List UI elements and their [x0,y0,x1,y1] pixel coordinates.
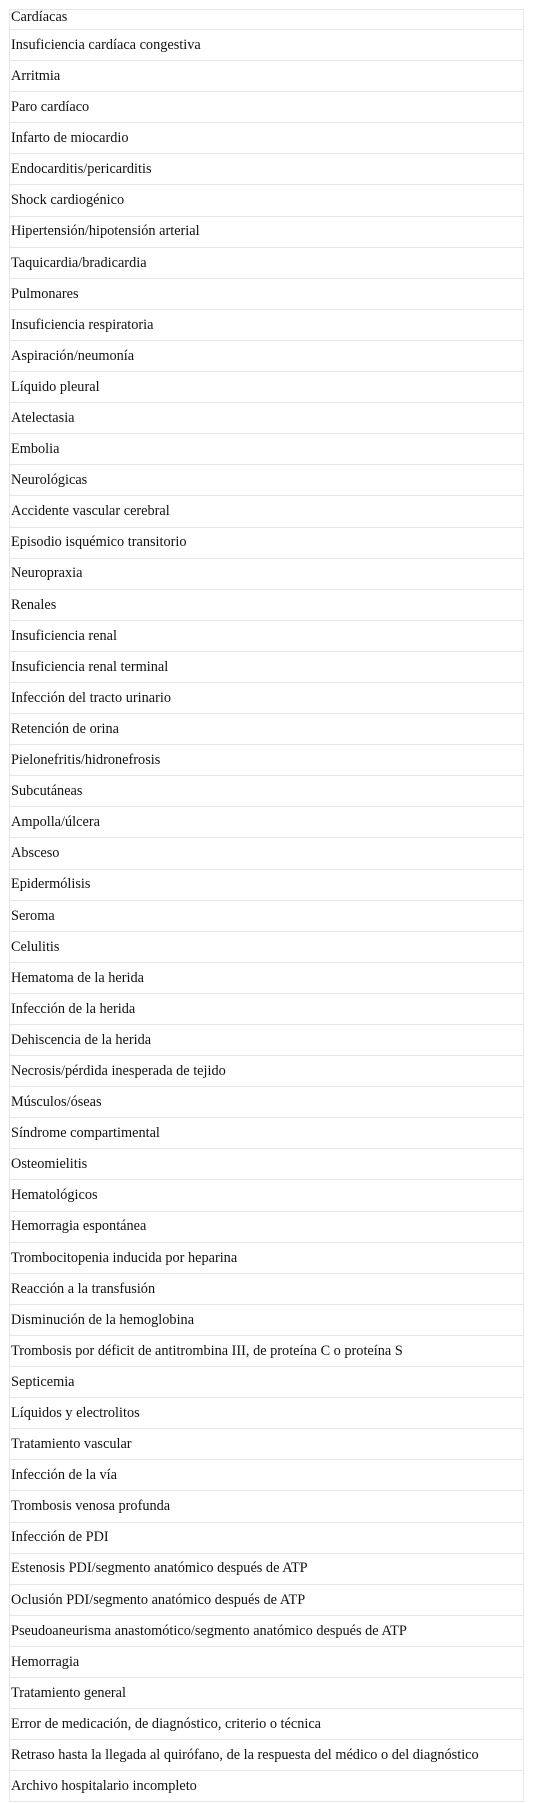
table-cell: Atelectasia [10,403,524,434]
table-cell: Síndrome compartimental [10,1118,524,1149]
table-cell: Hemorragia [10,1646,524,1677]
table-row [10,1740,524,1771]
table-cell: Pseudoaneurisma anastomótico/segmento anatómico después de ATP [10,1615,524,1646]
table-row [10,434,524,465]
table-cell: Osteomielitis [10,1149,524,1180]
table-cell: Subcutáneas [10,776,524,807]
table-row [10,1304,524,1335]
table-row [10,372,524,403]
table-row [10,1242,524,1273]
table-cell: Músculos/óseas [10,1087,524,1118]
table-row [10,745,524,776]
table-cell: Episodio isquémico transitorio [10,527,524,558]
table-cell: Insuficiencia cardíaca congestiva [10,30,524,61]
table-cell: Paro cardíaco [10,92,524,123]
table-row [10,61,524,92]
table-cell: Retraso hasta la llegada al quirófano, de la respuesta del médico o del diagnóstico [10,1740,524,1771]
table-cell: Trombocitopenia inducida por heparina [10,1242,524,1273]
table-cell: Líquidos y electrolitos [10,1398,524,1429]
table-row [10,1522,524,1553]
table-cell: Tratamiento vascular [10,1429,524,1460]
table-row [10,403,524,434]
table-cell: Insuficiencia respiratoria [10,309,524,340]
table-row [10,962,524,993]
table-row [10,1056,524,1087]
table-row [10,496,524,527]
table-row [10,1118,524,1149]
table-cell: Cardíacas [10,10,524,30]
table-cell: Trombosis por déficit de antitrombina III, de proteína C o proteína S [10,1335,524,1366]
table-row [10,1335,524,1366]
table-cell: Tratamiento general [10,1677,524,1708]
table-cell: Insuficiencia renal [10,620,524,651]
table-row [10,92,524,123]
table-row [10,1709,524,1740]
table-row [10,1398,524,1429]
table-row [10,1460,524,1491]
table-row [10,1615,524,1646]
table-cell: Shock cardiogénico [10,185,524,216]
table-cell: Disminución de la hemoglobina [10,1304,524,1335]
complications-table [9,9,524,1802]
table-cell: Hematoma de la herida [10,962,524,993]
table-cell: Endocarditis/pericarditis [10,154,524,185]
table-cell: Seroma [10,900,524,931]
table-row [10,1273,524,1304]
table-cell: Celulitis [10,931,524,962]
table-cell: Trombosis venosa profunda [10,1491,524,1522]
table-row [10,900,524,931]
table-row [10,776,524,807]
table-cell: Arritmia [10,61,524,92]
table-row [10,1180,524,1211]
table-row [10,1771,524,1802]
table-cell: Estenosis PDI/segmento anatómico después de ATP [10,1553,524,1584]
table-row [10,1211,524,1242]
table-cell: Pielonefritis/hidronefrosis [10,745,524,776]
table-row [10,869,524,900]
table-row [10,558,524,589]
table-row [10,589,524,620]
table-cell: Accidente vascular cerebral [10,496,524,527]
table-cell: Absceso [10,838,524,869]
table-row [10,807,524,838]
table-cell: Oclusión PDI/segmento anatómico después de ATP [10,1584,524,1615]
table-cell: Infección del tracto urinario [10,682,524,713]
complications-table-body [10,10,524,1802]
table-cell: Líquido pleural [10,372,524,403]
table-row [10,30,524,61]
table-row [10,278,524,309]
table-row [10,123,524,154]
table-row [10,993,524,1024]
table-cell: Reacción a la transfusión [10,1273,524,1304]
table-cell: Pulmonares [10,278,524,309]
table-cell: Septicemia [10,1367,524,1398]
table-row [10,1553,524,1584]
table-row [10,931,524,962]
table-cell: Ampolla/úlcera [10,807,524,838]
table-row [10,154,524,185]
table-cell: Dehiscencia de la herida [10,1025,524,1056]
table-row [10,1149,524,1180]
table-row [10,1677,524,1708]
table-cell: Retención de orina [10,714,524,745]
table-cell: Epidermólisis [10,869,524,900]
table-cell: Archivo hospitalario incompleto [10,1771,524,1802]
table-cell: Insuficiencia renal terminal [10,651,524,682]
table-cell: Infección de la vía [10,1460,524,1491]
table-row [10,340,524,371]
table-cell: Necrosis/pérdida inesperada de tejido [10,1056,524,1087]
table-row [10,1584,524,1615]
table-cell: Aspiración/neumonía [10,340,524,371]
table-cell: Infección de la herida [10,993,524,1024]
table-row [10,838,524,869]
table-cell: Taquicardia/bradicardia [10,247,524,278]
table-row [10,1087,524,1118]
table-row [10,1429,524,1460]
table-cell: Neuropraxia [10,558,524,589]
table-row [10,714,524,745]
table-cell: Embolia [10,434,524,465]
table-row [10,10,524,30]
table-cell: Renales [10,589,524,620]
table-cell: Error de medicación, de diagnóstico, criterio o técnica [10,1709,524,1740]
table-cell: Hematológicos [10,1180,524,1211]
table-row [10,216,524,247]
table-row [10,1491,524,1522]
table-cell: Hemorragia espontánea [10,1211,524,1242]
table-row [10,465,524,496]
table-row [10,309,524,340]
table-row [10,651,524,682]
table-row [10,247,524,278]
table-row [10,1646,524,1677]
table-cell: Infarto de miocardio [10,123,524,154]
table-row [10,1367,524,1398]
table-row [10,185,524,216]
table-row [10,682,524,713]
table-row [10,620,524,651]
table-row [10,527,524,558]
table-row [10,1025,524,1056]
table-cell: Hipertensión/hipotensión arterial [10,216,524,247]
table-cell: Infección de PDI [10,1522,524,1553]
table-cell: Neurológicas [10,465,524,496]
